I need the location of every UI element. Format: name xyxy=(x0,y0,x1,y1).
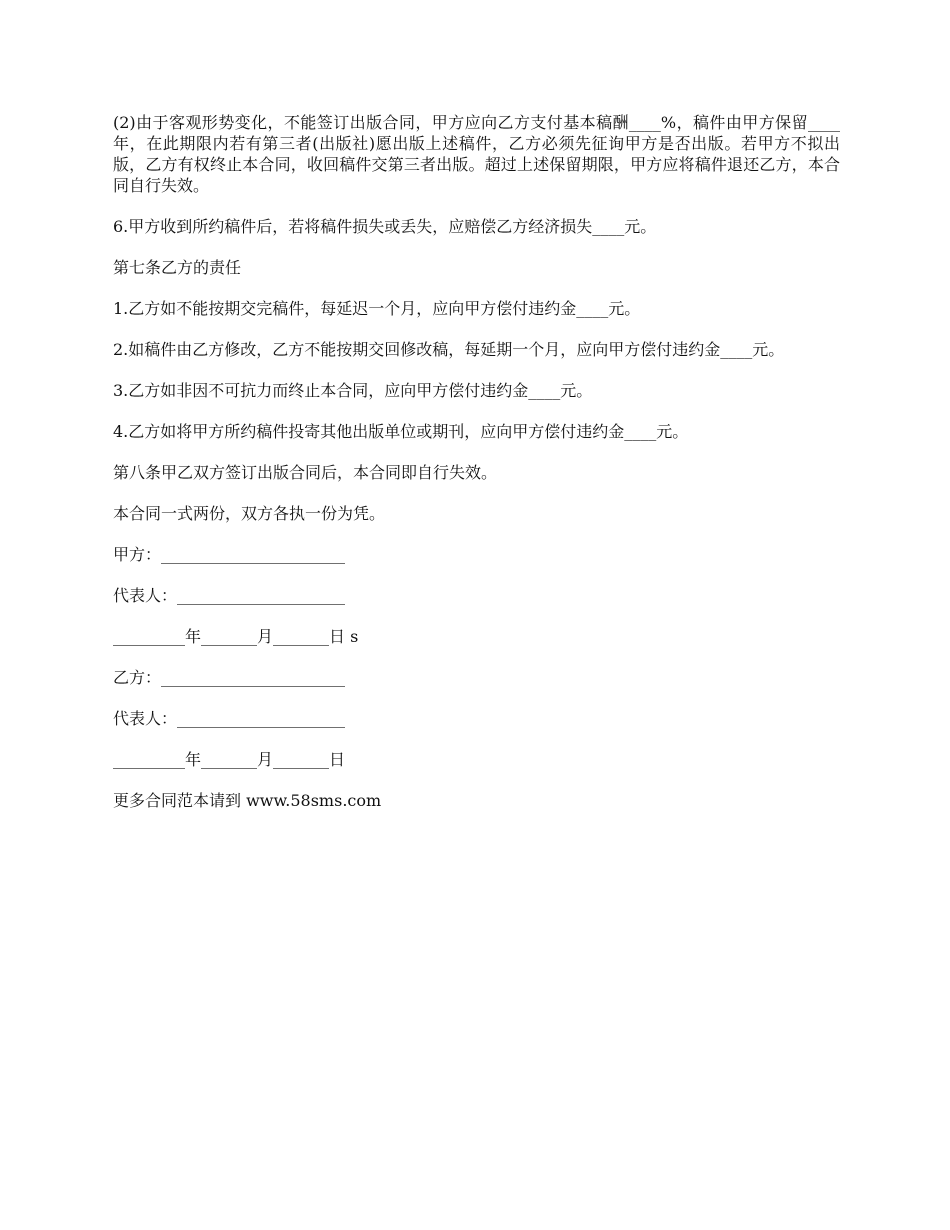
clause-paragraph-2-compensation: (2)由于客观形势变化，不能签订出版合同，甲方应向乙方支付基本稿酬____%，稿件由甲方保留____年，在此期限内若有第三者(出版社)愿出版上述稿件，乙方必须先征询甲方是否出版。若甲方不拟出版，乙方有权终止本合同，收回稿件交第三者出版。超过上述保留期限，甲方应将稿件退还乙方，本合同自行失效。 xyxy=(113,113,840,195)
article-7-item-3: 3.乙方如非因不可抗力而终止本合同，应向甲方偿付违约金____元。 xyxy=(113,381,593,400)
document-page xyxy=(113,112,840,831)
copies-statement: 本合同一式两份，双方各执一份为凭。 xyxy=(113,504,386,523)
article-7-heading: 第七条乙方的责任 xyxy=(113,258,242,277)
article-7-item-2: 2.如稿件由乙方修改，乙方不能按期交回修改稿，每延期一个月，应向甲方偿付违约金____元。 xyxy=(113,340,785,359)
party-a-date-line: _________年_______月_______日 s xyxy=(113,627,359,646)
article-7-item-4: 4.乙方如将甲方所约稿件投寄其他出版单位或期刊，应向甲方偿付违约金____元。 xyxy=(113,422,689,441)
article-7-item-1: 1.乙方如不能按期交完稿件，每延迟一个月，应向甲方偿付违约金____元。 xyxy=(113,299,641,318)
party-b-signature-line: 乙方：_______________________ xyxy=(113,668,346,687)
party-a-representative-line: 代表人：_____________________ xyxy=(113,586,346,605)
party-a-signature-line: 甲方：_______________________ xyxy=(113,545,346,564)
footer-website-note: 更多合同范本请到 www.58sms.com xyxy=(113,791,382,810)
article-8-text: 第八条甲乙双方签订出版合同后，本合同即自行失效。 xyxy=(113,463,498,482)
clause-paragraph-6-loss: 6.甲方收到所约稿件后，若将稿件损失或丢失，应赔偿乙方经济损失____元。 xyxy=(113,217,657,236)
party-b-date-line: _________年_______月_______日 xyxy=(113,750,346,769)
party-b-representative-line: 代表人：_____________________ xyxy=(113,709,346,728)
